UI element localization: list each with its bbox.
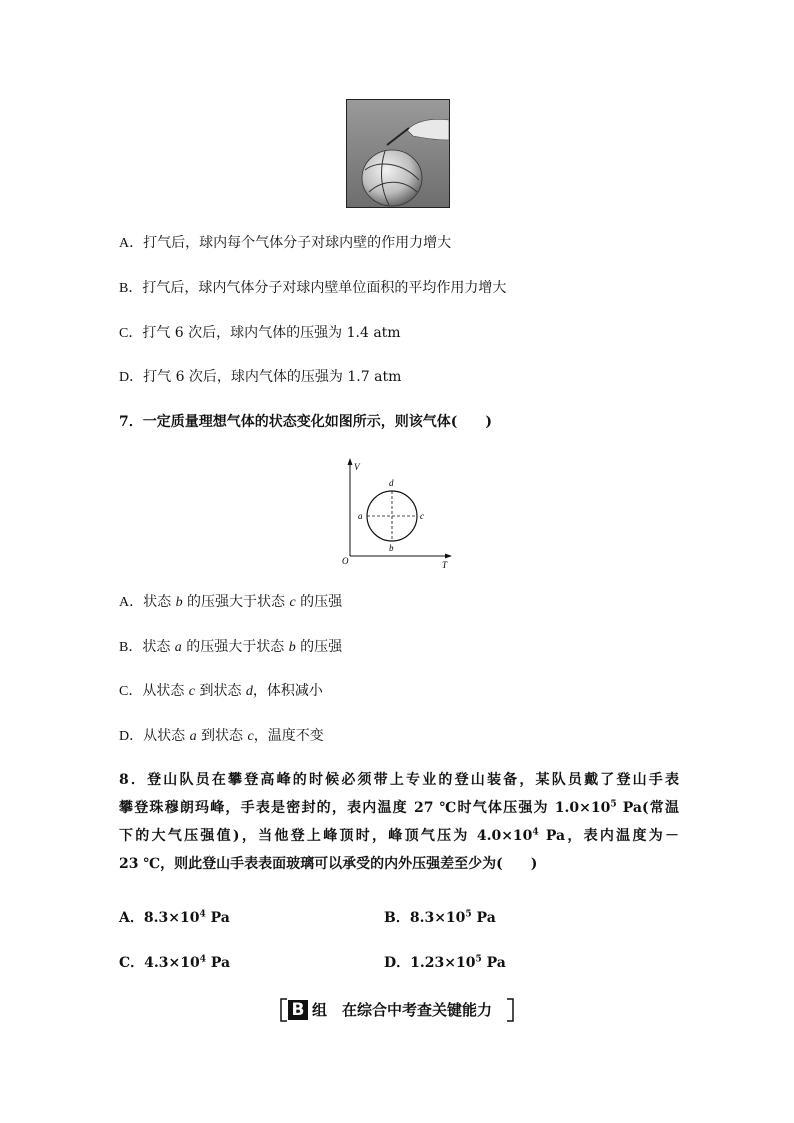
q8-option-c: C．$4.3\times 10^4$ Pa: [119, 954, 231, 971]
left-bracket-icon: [280, 998, 288, 1022]
q6-option-b: B．打气后，球内气体分子对球内壁单位面积的平均作用力增大: [119, 280, 507, 296]
point-label-b: b: [389, 543, 394, 553]
point-label-c: c: [420, 511, 424, 521]
vt-diagram: [338, 456, 458, 571]
right-bracket-icon: [506, 998, 514, 1022]
q6-option-a: A．打气后，球内每个气体分子对球内壁的作用力增大: [119, 235, 452, 251]
section-title: 组 在综合中考查关键能力: [312, 1001, 493, 1019]
q8-option-d: D．$1.23\times 10^5$ Pa: [384, 954, 506, 971]
q8-option-b: B．$8.3\times 10^5$ Pa: [384, 909, 496, 926]
q7-option-d: D．从状态 a 到状态 c，温度不变: [119, 728, 324, 744]
q7-option-b: B．状态 a 的压强大于状态 b 的压强: [119, 639, 343, 655]
section-badge: B: [288, 1000, 308, 1020]
point-label-d: d: [389, 478, 394, 488]
q6-option-d: D．打气 6 次后，球内气体的压强为 1.7 atm: [119, 369, 402, 385]
q8-stem: 8．登山队员在攀登高峰的时候必须带上专业的登山装备，某队员戴了登山手表 攀登珠穆朗玛峰，手表是密封的，表内温度 27 ℃时气体压强为 $1.0\times 10^5$ Pa(常温 下的大气压强值)，当他登上峰顶时，峰顶气压为 $4.0\times 10^4$ Pa，表内温度为－ 23 ℃，则此登山手表表面玻璃可以承受的内外压强差至少为( ): [119, 772, 679, 872]
q7-stem: 7．一定质量理想气体的状态变化如图所示，则该气体( ): [119, 414, 492, 430]
basketball-inflation-photo: [346, 99, 450, 208]
q7-option-c: C．从状态 c 到状态 d，体积减小: [119, 683, 323, 699]
axis-label-t: T: [442, 560, 448, 570]
q6-option-c: C．打气 6 次后，球内气体的压强为 1.4 atm: [119, 325, 401, 341]
point-label-a: a: [358, 511, 363, 521]
section-b-heading: [270, 998, 530, 1022]
q7-option-a: A．状态 b 的压强大于状态 c 的压强: [119, 594, 343, 610]
q8-option-a: A．$8.3\times 10^4$ Pa: [119, 909, 230, 926]
origin-label: O: [342, 556, 349, 566]
axis-label-v: V: [354, 462, 360, 472]
